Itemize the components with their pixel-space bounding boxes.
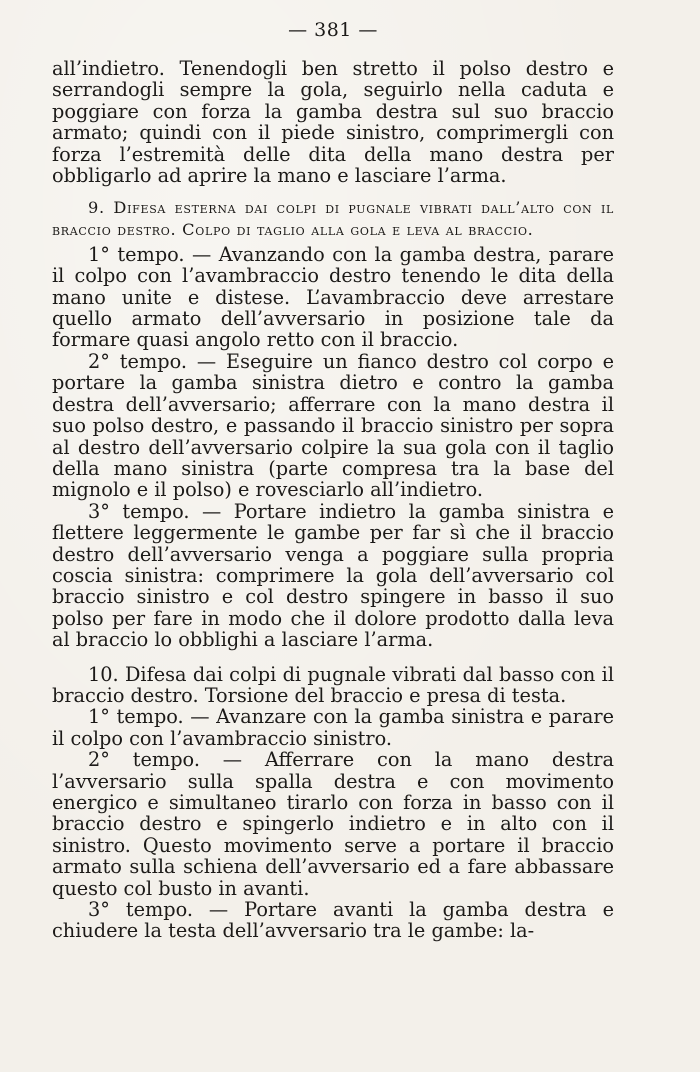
paragraph-continuation: all’indietro. Tenendogli ben stretto il polso destro e serrandogli sempre la gola, seguirlo nella caduta e poggiare con forza la gamba destra sul suo braccio armato; quindi con il piede sinistro, comprimergli con forza l’estremità delle dita della mano destra per obbligarlo ad aprire la mano e lasciare l’arma.: [52, 57, 614, 188]
paragraph-10-tempo-2: 2° tempo. — Afferrare con la mano destra l’avversario sulla spalla destra e con movimento energico e simultaneo tirarlo con forza in basso con il braccio destro e spingerlo indietro e in alto con il sinistro. Questo movimento serve a portare il braccio armato sulla schiena dell’avversario ed a fare abbassare questo col busto in avanti.: [52, 748, 614, 900]
page-body: [52, 58, 614, 942]
spacer: [52, 651, 614, 664]
section-heading-10: 10. Difesa dai colpi di pugnale vibrati dal basso con il braccio destro. Torsione del braccio e presa di testa.: [52, 662, 614, 707]
spacer: [52, 186, 614, 197]
page-number: — 381 —: [288, 19, 378, 41]
section-heading-9: 9. Difesa esterna dai colpi di pugnale vibrati dall’alto con il braccio destro. Colpo di taglio alla gola e leva al braccio.: [52, 198, 614, 239]
paragraph-9-tempo-1: 1° tempo. — Avanzando con la gamba destra, parare il colpo con l’avambraccio destro tenendo le dita della mano unite e distese. L’avambraccio deve arrestare quello armato dell’avversario in posizione tale da formare quasi angolo retto con il braccio.: [52, 242, 614, 352]
paragraph-9-tempo-3: 3° tempo. — Portare indietro la gamba sinistra e flettere leggermente le gambe per far sì che il braccio destro dell’avversario venga a poggiare sulla propria coscia sinistra: comprimere la gola dell’avversario col braccio sinistro e col destro spingere in basso il suo polso per fare in modo che il dolore prodotto dalla leva al braccio lo obblighi a lasciare l’arma.: [52, 499, 614, 652]
paragraph-10-tempo-3: 3° tempo. — Portare avanti la gamba destra e chiudere la testa dell’avversario tra le gambe: la-: [52, 898, 614, 943]
paragraph-10-tempo-1: 1° tempo. — Avanzare con la gamba sinistra e parare il colpo con l’avambraccio sinistro.: [52, 705, 614, 750]
paragraph-9-tempo-2: 2° tempo. — Eseguire un fianco destro col corpo e portare la gamba sinistra dietro e contro la gamba destra dell’avversario; afferrare con la mano destra il suo polso destro, e passando il braccio sinistro per sopra al destro dell’avversario colpire la sua gola con il taglio della mano sinistra (parte compresa tra la base del mignolo e il polso) e rovesciarlo all’indietro.: [52, 349, 614, 502]
